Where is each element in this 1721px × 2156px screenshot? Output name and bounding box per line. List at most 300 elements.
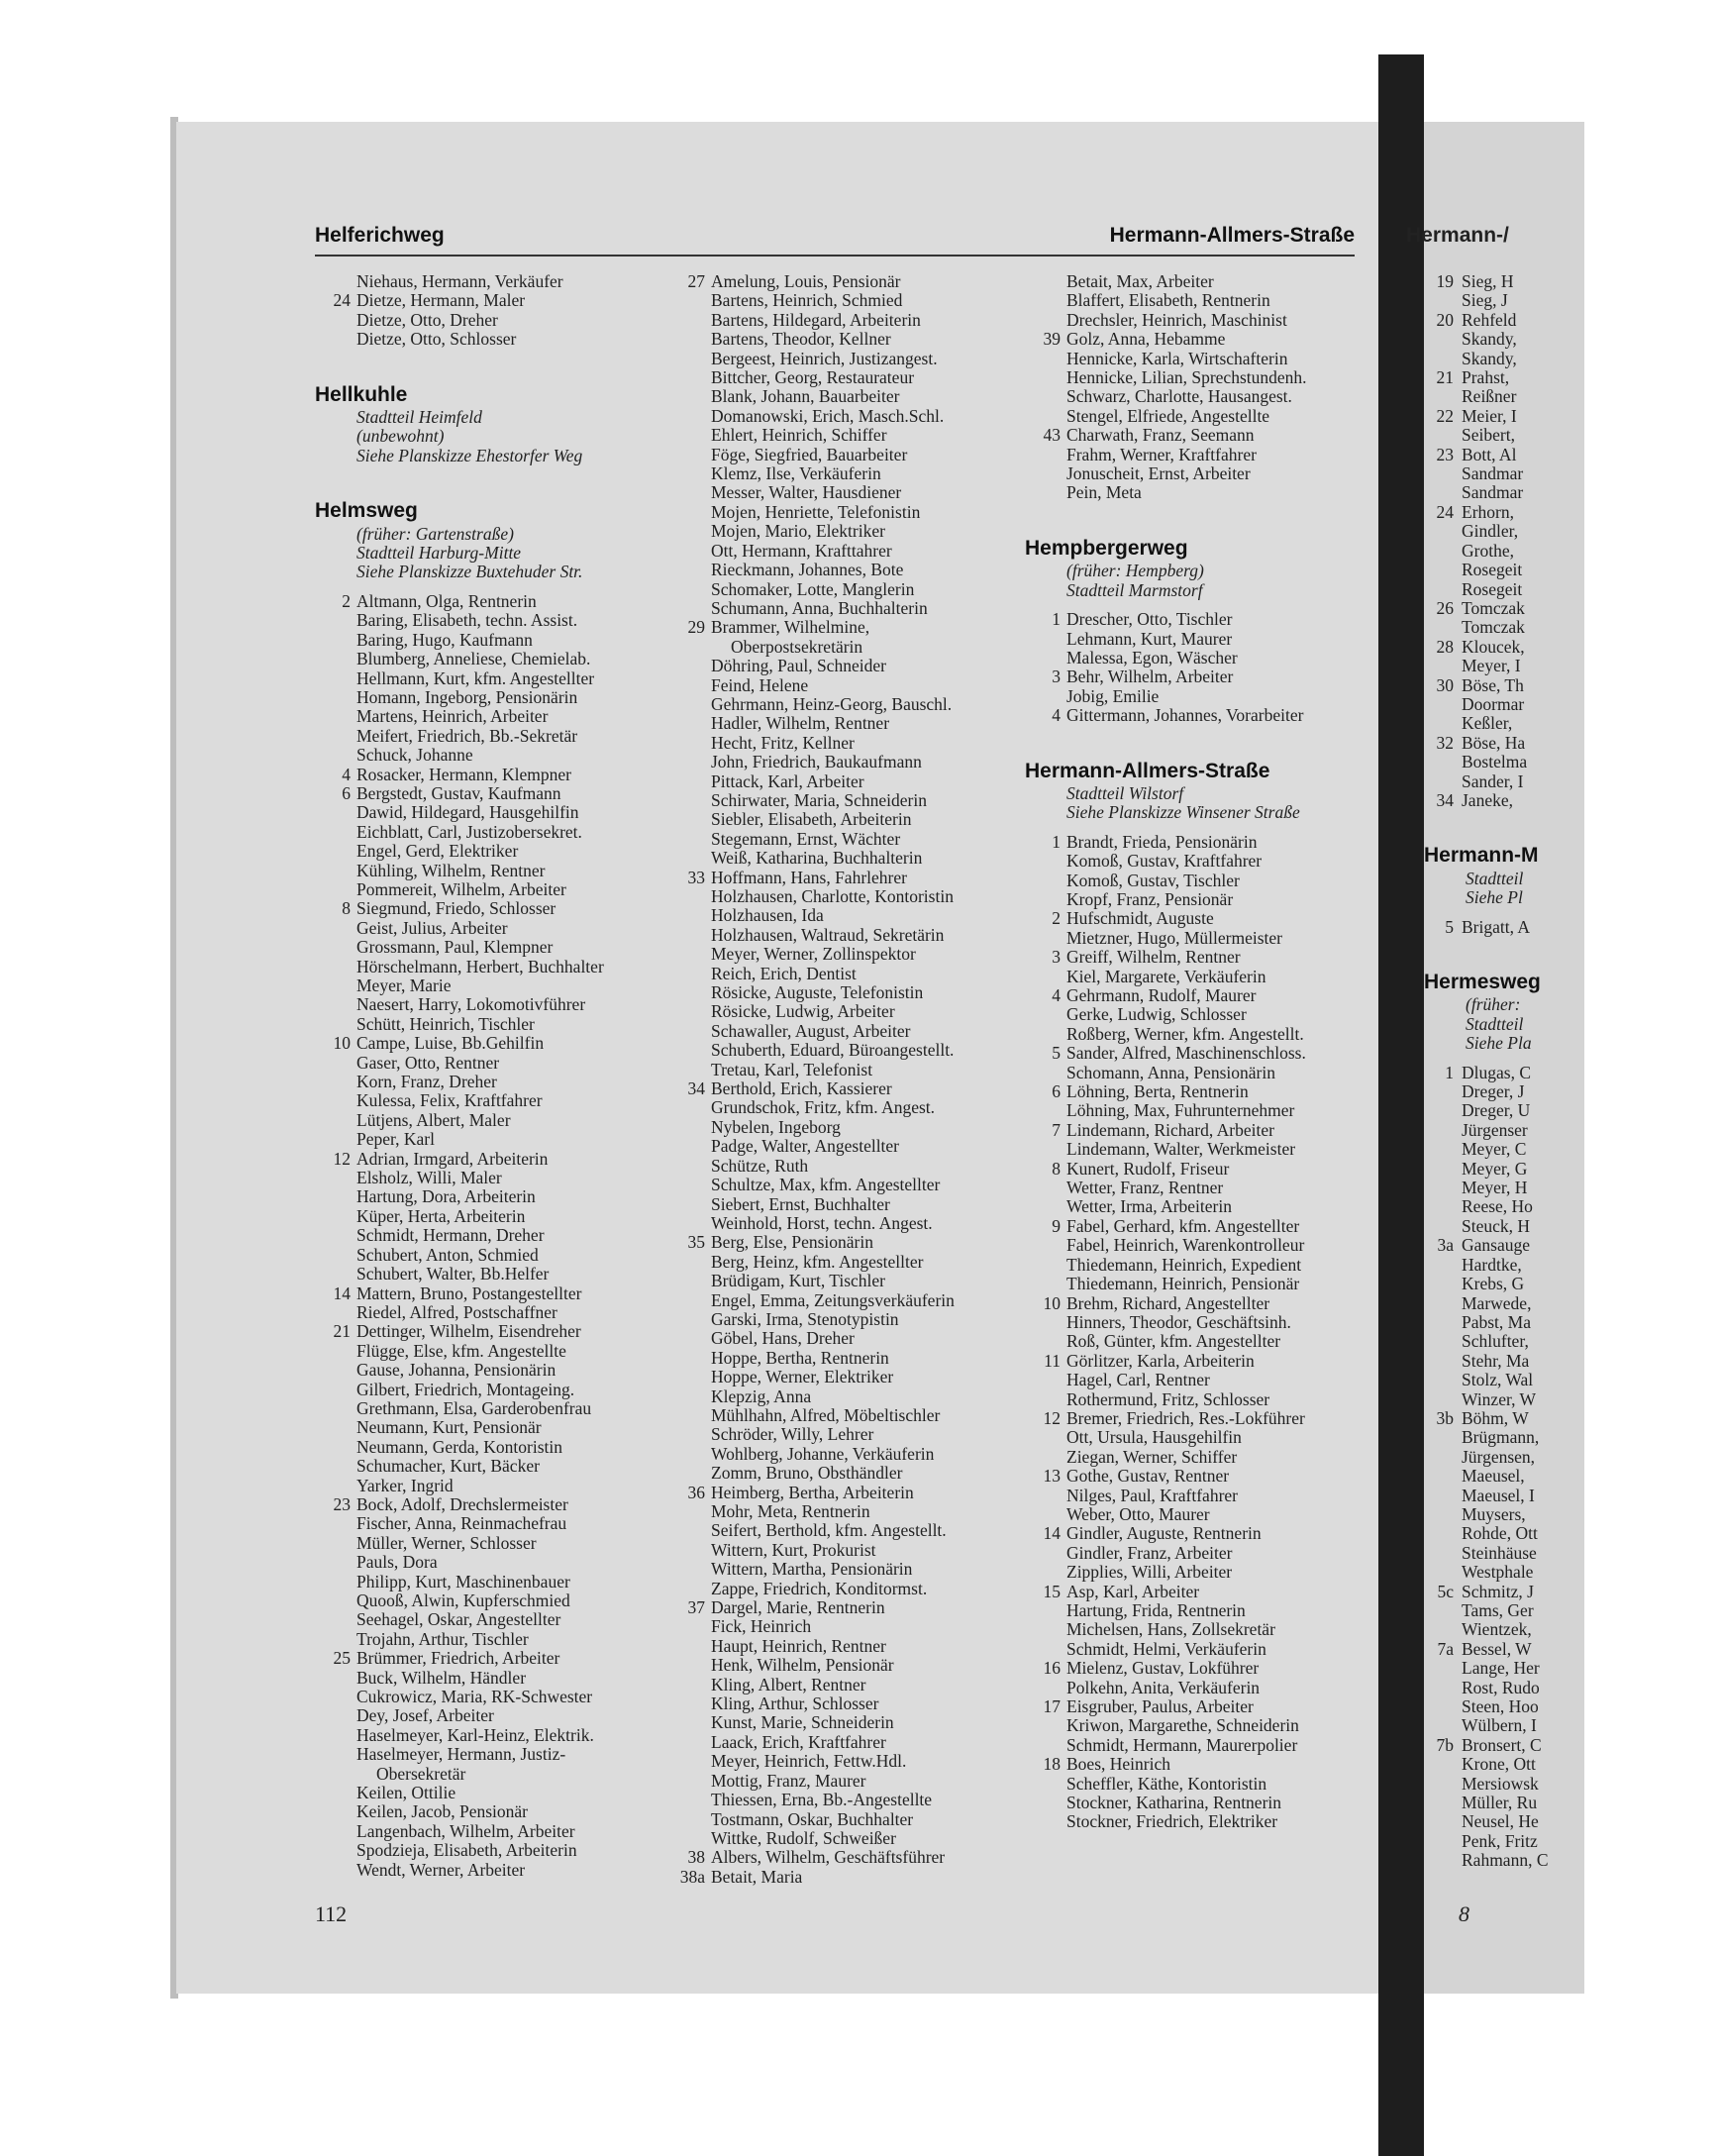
- resident-text: Kühling, Wilhelm, Rentner: [356, 860, 546, 880]
- house-number: 4: [342, 764, 351, 784]
- resident-entry: [1025, 1082, 1362, 1101]
- resident-entry: [669, 1349, 1006, 1368]
- resident-text: Föge, Siegfried, Bauarbeiter: [711, 444, 908, 464]
- resident-text: Seibert,: [1462, 425, 1515, 446]
- resident-entry: [315, 1073, 652, 1091]
- resident-entry: [1025, 1812, 1362, 1831]
- resident-entry: [669, 483, 1006, 502]
- resident-entry: [315, 631, 652, 650]
- street-note: Siehe Planskizze Buxtehuder Str.: [356, 562, 583, 582]
- resident-text: Meyer, G: [1462, 1158, 1528, 1179]
- resident-text: Hufschmidt, Auguste: [1066, 908, 1214, 929]
- resident-entry: [669, 464, 1006, 483]
- resident-entry: [1424, 734, 1721, 753]
- resident-text: Schmitz, J: [1462, 1581, 1534, 1601]
- resident-text: Homann, Ingeborg, Pensionärin: [356, 686, 578, 707]
- resident-text: Hoppe, Bertha, Rentnerin: [711, 1347, 889, 1368]
- resident-text: Sandmar: [1462, 482, 1524, 503]
- resident-entry: [669, 1176, 1006, 1194]
- resident-entry: [1025, 1640, 1362, 1659]
- resident-text: Bremer, Friedrich, Res.-Lokführer: [1066, 1407, 1305, 1428]
- resident-text: Kriwon, Margarethe, Schneiderin: [1066, 1715, 1299, 1736]
- house-number: 26: [1436, 597, 1454, 618]
- house-number: 7a: [1437, 1638, 1454, 1659]
- resident-entry: [1424, 503, 1721, 522]
- resident-entry: [669, 772, 1006, 791]
- resident-text: Greiff, Wilhelm, Rentner: [1066, 947, 1241, 968]
- header-rule: [315, 255, 1355, 257]
- resident-text: Pittack, Karl, Arbeiter: [711, 770, 864, 791]
- resident-entry: [669, 695, 1006, 714]
- resident-text: Dreger, J: [1462, 1081, 1525, 1102]
- resident-text: Gittermann, Johannes, Vorarbeiter: [1066, 705, 1304, 726]
- resident-text: Rosegeit: [1462, 560, 1523, 580]
- house-number: 22: [1436, 405, 1454, 426]
- resident-text: Lindemann, Richard, Arbeiter: [1066, 1119, 1274, 1140]
- resident-entry: [669, 350, 1006, 368]
- resident-entry: [1424, 1775, 1721, 1794]
- house-number: 28: [1436, 636, 1454, 657]
- house-number: 4: [1052, 705, 1061, 726]
- resident-entry: [1424, 1467, 1721, 1486]
- resident-entry: [669, 638, 1006, 657]
- resident-entry: [669, 1637, 1006, 1656]
- resident-entry: [1025, 1236, 1362, 1255]
- resident-entry: [1424, 638, 1721, 657]
- resident-text: Drechsler, Heinrich, Maschinist: [1066, 309, 1287, 330]
- resident-entry: [669, 599, 1006, 618]
- resident-entry: [1424, 1256, 1721, 1275]
- resident-entry: [669, 1118, 1006, 1137]
- resident-text: Laack, Erich, Kraftfahrer: [711, 1731, 886, 1752]
- resident-text: Grothe,: [1462, 540, 1514, 561]
- house-number: 7b: [1436, 1734, 1454, 1755]
- resident-text: Böse, Th: [1462, 674, 1524, 695]
- house-number: 23: [333, 1493, 351, 1514]
- resident-entry: [1025, 1390, 1362, 1409]
- resident-entry: [1424, 368, 1721, 387]
- resident-text: Hörschelmann, Herbert, Buchhalter: [356, 956, 604, 976]
- resident-text: Mersiowsk: [1462, 1773, 1539, 1794]
- resident-entry: [669, 830, 1006, 849]
- resident-text: Korn, Franz, Dreher: [356, 1072, 497, 1092]
- resident-text: Wendt, Werner, Arbeiter: [356, 1859, 526, 1880]
- resident-text: Wittern, Kurt, Prokurist: [711, 1539, 876, 1560]
- resident-entry: [315, 1765, 652, 1784]
- resident-text: Görlitzer, Karla, Arbeiterin: [1066, 1350, 1255, 1371]
- house-number: 24: [333, 290, 351, 311]
- resident-entry: [1025, 1275, 1362, 1293]
- resident-entry: [669, 945, 1006, 964]
- resident-text: Campe, Luise, Bb.Gehilfin: [356, 1033, 545, 1054]
- resident-entry: [315, 1841, 652, 1860]
- resident-text: Trojahn, Arthur, Tischler: [356, 1628, 529, 1649]
- resident-text: Baring, Elisabeth, techn. Assist.: [356, 610, 578, 631]
- resident-entry: [1025, 1371, 1362, 1389]
- resident-entry: [1424, 1160, 1721, 1179]
- resident-text: Stockner, Katharina, Rentnerin: [1066, 1793, 1282, 1813]
- resident-entry: [1025, 350, 1362, 368]
- resident-entry: [1025, 446, 1362, 464]
- resident-text: Schmidt, Hermann, Maurerpolier: [1066, 1734, 1298, 1755]
- resident-text: Schubert, Walter, Bb.Helfer: [356, 1264, 550, 1284]
- resident-entry: [1025, 1487, 1362, 1505]
- resident-text: Thiessen, Erna, Bb.-Angestellte: [711, 1790, 933, 1810]
- street-heading: Hermesweg: [1424, 971, 1541, 993]
- resident-text: Naesert, Harry, Lokomotivführer: [356, 994, 586, 1015]
- resident-text: Oberpostsekretärin: [731, 636, 863, 657]
- resident-text: Albers, Wilhelm, Geschäftsführer: [711, 1847, 946, 1868]
- resident-text: Dietze, Hermann, Maler: [356, 290, 526, 311]
- resident-entry: [1025, 667, 1362, 686]
- resident-text: Wülbern, I: [1462, 1715, 1537, 1736]
- resident-entry: [669, 1484, 1006, 1502]
- resident-text: Obersekretär: [376, 1763, 466, 1784]
- resident-entry: [315, 1688, 652, 1706]
- resident-text: Dettinger, Wilhelm, Eisendreher: [356, 1321, 581, 1342]
- resident-text: Hinners, Theodor, Geschäftsinh.: [1066, 1311, 1291, 1332]
- resident-entry: [669, 272, 1006, 291]
- resident-text: Charwath, Franz, Seemann: [1066, 425, 1255, 446]
- resident-text: Grundschok, Fritz, kfm. Angest.: [711, 1097, 936, 1118]
- house-number: 1: [1052, 831, 1061, 852]
- resident-text: Frahm, Werner, Kraftfahrer: [1066, 444, 1257, 464]
- resident-entry: [1424, 1101, 1721, 1120]
- resident-text: Marwede,: [1462, 1292, 1532, 1313]
- house-number: 36: [687, 1482, 705, 1502]
- house-number: 24: [1436, 501, 1454, 522]
- resident-entry: [1424, 1487, 1721, 1505]
- resident-text: Müller, Werner, Schlosser: [356, 1532, 537, 1553]
- resident-entry: [315, 727, 652, 746]
- house-number: 1: [1052, 609, 1061, 630]
- resident-entry: [669, 291, 1006, 310]
- resident-text: Rosegeit: [1462, 578, 1523, 599]
- resident-text: Rieckmann, Johannes, Bote: [711, 560, 904, 580]
- resident-entry: [669, 1464, 1006, 1483]
- resident-entry: [1424, 407, 1721, 426]
- street-note: Siehe Planskizze Ehestorfer Weg: [356, 445, 583, 465]
- resident-text: Weiß, Katharina, Buchhalterin: [711, 848, 923, 869]
- resident-text: Wittern, Martha, Pensionärin: [711, 1559, 913, 1580]
- house-number: 9: [1052, 1215, 1061, 1236]
- resident-entry: [1424, 1620, 1721, 1639]
- resident-entry: [315, 1265, 652, 1283]
- resident-entry: [669, 1676, 1006, 1694]
- resident-text: Nybelen, Ingeborg: [711, 1116, 841, 1137]
- resident-entry: [315, 958, 652, 976]
- resident-entry: [1025, 1197, 1362, 1216]
- resident-text: Meyer, Marie: [356, 975, 452, 995]
- house-number: 6: [1052, 1081, 1061, 1102]
- resident-text: Hennicke, Lilian, Sprechstundenh.: [1066, 367, 1307, 388]
- resident-entry: [1424, 1179, 1721, 1197]
- resident-entry: [1025, 1064, 1362, 1082]
- resident-text: Seehagel, Oskar, Angestellter: [356, 1609, 561, 1630]
- resident-text: Dawid, Hildegard, Hausgehilfin: [356, 802, 579, 823]
- resident-text: Komoß, Gustav, Kraftfahrer: [1066, 851, 1263, 872]
- house-number: 8: [1052, 1158, 1061, 1179]
- resident-entry: [669, 869, 1006, 887]
- resident-text: Zipplies, Willi, Arbeiter: [1066, 1562, 1233, 1583]
- resident-text: Mottig, Franz, Maurer: [711, 1770, 866, 1791]
- resident-text: Zomm, Bruno, Obsthändler: [711, 1463, 903, 1484]
- resident-text: Pauls, Dora: [356, 1552, 438, 1573]
- house-number: 34: [687, 1078, 705, 1099]
- resident-text: Hadler, Wilhelm, Rentner: [711, 713, 890, 734]
- resident-text: Zappe, Friedrich, Konditormst.: [711, 1578, 928, 1598]
- resident-entry: [669, 368, 1006, 387]
- next-page-number: 8: [1459, 1901, 1469, 1926]
- resident-entry: [669, 791, 1006, 810]
- resident-text: Jürgenser: [1462, 1119, 1528, 1140]
- resident-entry: [1025, 1697, 1362, 1716]
- resident-entry: [669, 1733, 1006, 1752]
- resident-entry: [315, 1822, 652, 1841]
- resident-entry: [669, 542, 1006, 561]
- resident-entry: [669, 1233, 1006, 1252]
- resident-text: Lehmann, Kurt, Maurer: [1066, 628, 1233, 649]
- resident-text: Neusel, He: [1462, 1811, 1539, 1832]
- house-number: 8: [342, 898, 351, 919]
- resident-entry: [1025, 1352, 1362, 1371]
- resident-entry: [1025, 1101, 1362, 1120]
- resident-entry: [315, 862, 652, 880]
- resident-entry: [669, 618, 1006, 637]
- resident-text: Hellmann, Kurt, kfm. Angestellter: [356, 667, 595, 688]
- resident-text: Klemz, Ilse, Verkäuferin: [711, 463, 881, 484]
- resident-entry: [315, 1457, 652, 1476]
- resident-text: Berg, Else, Pensionärin: [711, 1232, 873, 1253]
- resident-entry: [669, 1406, 1006, 1425]
- house-number: 25: [333, 1648, 351, 1669]
- resident-text: Bessel, W: [1462, 1638, 1532, 1659]
- resident-entry: [669, 810, 1006, 829]
- resident-entry: [1424, 1736, 1721, 1755]
- resident-entry: [1025, 1583, 1362, 1601]
- house-number: 39: [1043, 329, 1061, 350]
- house-number: 19: [1436, 271, 1454, 291]
- house-number: 2: [342, 590, 351, 611]
- resident-entry: [1424, 657, 1721, 675]
- resident-text: Gilbert, Friedrich, Montageing.: [356, 1379, 575, 1399]
- resident-entry: [1025, 649, 1362, 667]
- resident-text: Bock, Adolf, Drechslermeister: [356, 1493, 568, 1514]
- resident-entry: [1424, 1275, 1721, 1293]
- resident-entry: [1025, 1256, 1362, 1275]
- house-number: 12: [333, 1148, 351, 1169]
- resident-text: Hecht, Fritz, Kellner: [711, 732, 855, 753]
- resident-entry: [1025, 948, 1362, 967]
- resident-entry: [1424, 561, 1721, 579]
- resident-text: Weinhold, Horst, techn. Angest.: [711, 1212, 933, 1233]
- street-note: Siehe Planskizze Winsener Straße: [1066, 802, 1300, 823]
- resident-entry: [669, 522, 1006, 541]
- resident-entry: [315, 1322, 652, 1341]
- house-number: 27: [687, 271, 705, 291]
- resident-entry: [315, 1591, 652, 1610]
- resident-entry: [1424, 464, 1721, 483]
- house-number: 34: [1436, 789, 1454, 810]
- resident-text: Haselmeyer, Karl-Heinz, Elektrik.: [356, 1724, 594, 1745]
- resident-text: Gindler,: [1462, 521, 1519, 542]
- resident-text: Geist, Julius, Arbeiter: [356, 917, 508, 938]
- resident-entry: [669, 1868, 1006, 1887]
- resident-text: Buck, Wilhelm, Händler: [356, 1667, 527, 1688]
- resident-entry: [1424, 1697, 1721, 1716]
- resident-text: Blank, Johann, Bauarbeiter: [711, 386, 900, 407]
- resident-text: Mühlhahn, Alfred, Möbeltischler: [711, 1404, 941, 1425]
- resident-text: Hennicke, Karla, Wirtschafterin: [1066, 348, 1288, 368]
- resident-text: Engel, Emma, Zeitungsverkäuferin: [711, 1289, 955, 1310]
- resident-text: Skandy,: [1462, 329, 1517, 350]
- house-number: 21: [1436, 367, 1454, 388]
- resident-entry: [315, 1111, 652, 1130]
- resident-entry: [315, 880, 652, 899]
- next-page-header: Hermann-/: [1406, 224, 1509, 247]
- resident-text: Pein, Meta: [1066, 482, 1142, 503]
- resident-entry: [315, 1630, 652, 1649]
- resident-text: Meifert, Friedrich, Bb.-Sekretär: [356, 725, 578, 746]
- resident-entry: [1025, 1428, 1362, 1447]
- resident-entry: [1424, 1794, 1721, 1812]
- resident-entry: [669, 1157, 1006, 1176]
- resident-entry: [315, 1438, 652, 1457]
- resident-text: Bott, Al: [1462, 444, 1517, 464]
- resident-text: Heimberg, Bertha, Arbeiterin: [711, 1482, 914, 1502]
- resident-entry: [669, 1752, 1006, 1771]
- resident-text: Sieg, J: [1462, 290, 1508, 311]
- resident-text: Schumann, Anna, Buchhalterin: [711, 597, 928, 618]
- resident-text: Maeusel,: [1462, 1466, 1525, 1487]
- resident-entry: [1025, 330, 1362, 349]
- resident-entry: [1424, 291, 1721, 310]
- resident-text: Nilges, Paul, Kraftfahrer: [1066, 1485, 1238, 1505]
- resident-entry: [1424, 1371, 1721, 1389]
- resident-entry: [669, 1253, 1006, 1272]
- resident-text: Garski, Irma, Stenotypistin: [711, 1308, 899, 1329]
- resident-text: Gaser, Otto, Rentner: [356, 1052, 500, 1073]
- house-number: 43: [1043, 425, 1061, 446]
- resident-entry: [315, 1784, 652, 1802]
- resident-entry: [1424, 1409, 1721, 1428]
- resident-text: Kropf, Franz, Pensionär: [1066, 888, 1234, 909]
- resident-text: Stockner, Friedrich, Elektriker: [1066, 1811, 1278, 1832]
- resident-text: Böhm, W: [1462, 1407, 1529, 1428]
- resident-text: Bartens, Heinrich, Schmied: [711, 290, 903, 311]
- resident-text: Rohde, Ott: [1462, 1523, 1538, 1544]
- resident-text: Kulessa, Felix, Kraftfahrer: [356, 1090, 543, 1111]
- house-number: 12: [1043, 1407, 1061, 1428]
- resident-text: Schultze, Max, kfm. Angestellter: [711, 1175, 941, 1195]
- resident-text: Schuberth, Eduard, Büroangestellt.: [711, 1040, 955, 1061]
- resident-entry: [315, 650, 652, 668]
- resident-text: Sieg, H: [1462, 271, 1514, 291]
- resident-text: Schütt, Heinrich, Tischler: [356, 1013, 535, 1034]
- resident-text: Tams, Ger: [1462, 1600, 1534, 1620]
- resident-entry: [669, 580, 1006, 599]
- resident-text: Lütjens, Albert, Maler: [356, 1109, 511, 1130]
- resident-entry: [1025, 1524, 1362, 1543]
- resident-text: Rothermund, Fritz, Schlosser: [1066, 1388, 1270, 1409]
- column-2: [669, 272, 1006, 1887]
- resident-entry: [1424, 1716, 1721, 1735]
- street-note: Siehe Pl: [1466, 887, 1523, 908]
- resident-text: Mielenz, Gustav, Lokführer: [1066, 1658, 1260, 1679]
- resident-text: Dreger, U: [1462, 1100, 1531, 1121]
- resident-entry: [315, 803, 652, 822]
- resident-text: Stengel, Elfriede, Angestellte: [1066, 405, 1270, 426]
- resident-text: Doormar: [1462, 693, 1525, 714]
- resident-entry: [1424, 1294, 1721, 1313]
- resident-entry: [1424, 1082, 1721, 1101]
- resident-entry: [669, 1541, 1006, 1560]
- resident-text: Tostmann, Oskar, Buchhalter: [711, 1808, 914, 1829]
- resident-text: John, Friedrich, Baukaufmann: [711, 752, 922, 772]
- resident-text: Hardtke,: [1462, 1254, 1522, 1275]
- column-3: [1025, 272, 1362, 1832]
- street-note: (früher: Gartenstraße): [356, 523, 514, 544]
- resident-entry: [1424, 1524, 1721, 1543]
- resident-text: Stegemann, Ernst, Wächter: [711, 828, 901, 849]
- resident-text: Keßler,: [1462, 713, 1513, 734]
- next-page-fragment: [1406, 122, 1584, 1994]
- resident-entry: [1424, 1505, 1721, 1524]
- resident-entry: [1424, 772, 1721, 791]
- resident-text: Yarker, Ingrid: [356, 1475, 454, 1495]
- next-page-column: [1424, 272, 1721, 1871]
- resident-entry: [315, 1187, 652, 1206]
- resident-text: Steen, Hoo: [1462, 1696, 1539, 1717]
- resident-text: Berg, Heinz, kfm. Angestellter: [711, 1251, 924, 1272]
- resident-text: Golz, Anna, Hebamme: [1066, 329, 1226, 350]
- street-note: Stadtteil Heimfeld: [356, 407, 482, 428]
- house-number: 38: [687, 1847, 705, 1868]
- street-note: Stadtteil: [1466, 868, 1524, 888]
- resident-text: Stehr, Ma: [1462, 1350, 1530, 1371]
- resident-entry: [1025, 1005, 1362, 1024]
- resident-text: Dlugas, C: [1462, 1062, 1531, 1082]
- resident-entry: [1025, 1217, 1362, 1236]
- resident-entry: [1025, 706, 1362, 725]
- resident-entry: [1025, 1563, 1362, 1582]
- resident-entry: [315, 784, 652, 803]
- resident-text: Wetter, Irma, Arbeiterin: [1066, 1196, 1232, 1217]
- resident-entry: [1424, 918, 1721, 937]
- resident-entry: [315, 899, 652, 918]
- resident-text: Jobig, Emilie: [1066, 685, 1160, 706]
- resident-text: Fick, Heinrich: [711, 1616, 812, 1637]
- resident-text: Bronsert, C: [1462, 1734, 1542, 1755]
- resident-entry: [1025, 610, 1362, 629]
- street-heading: Hempbergerweg: [1025, 536, 1188, 560]
- resident-entry: [1025, 1544, 1362, 1563]
- resident-text: Polkehn, Anita, Verkäuferin: [1066, 1677, 1261, 1697]
- resident-text: Schomann, Anna, Pensionärin: [1066, 1062, 1275, 1082]
- resident-entry: [1025, 1025, 1362, 1044]
- resident-text: Philipp, Kurt, Maschinenbauer: [356, 1571, 570, 1591]
- house-number: 21: [333, 1321, 351, 1342]
- house-number: 37: [687, 1597, 705, 1618]
- resident-text: Skandy,: [1462, 348, 1517, 368]
- resident-entry: [315, 1669, 652, 1688]
- resident-entry: [669, 1310, 1006, 1329]
- resident-entry: [315, 1495, 652, 1514]
- resident-text: Betait, Maria: [711, 1866, 803, 1887]
- resident-text: Peper, Karl: [356, 1129, 435, 1150]
- resident-text: Brüdigam, Kurt, Tischler: [711, 1271, 885, 1291]
- resident-text: Brigatt, A: [1462, 916, 1531, 937]
